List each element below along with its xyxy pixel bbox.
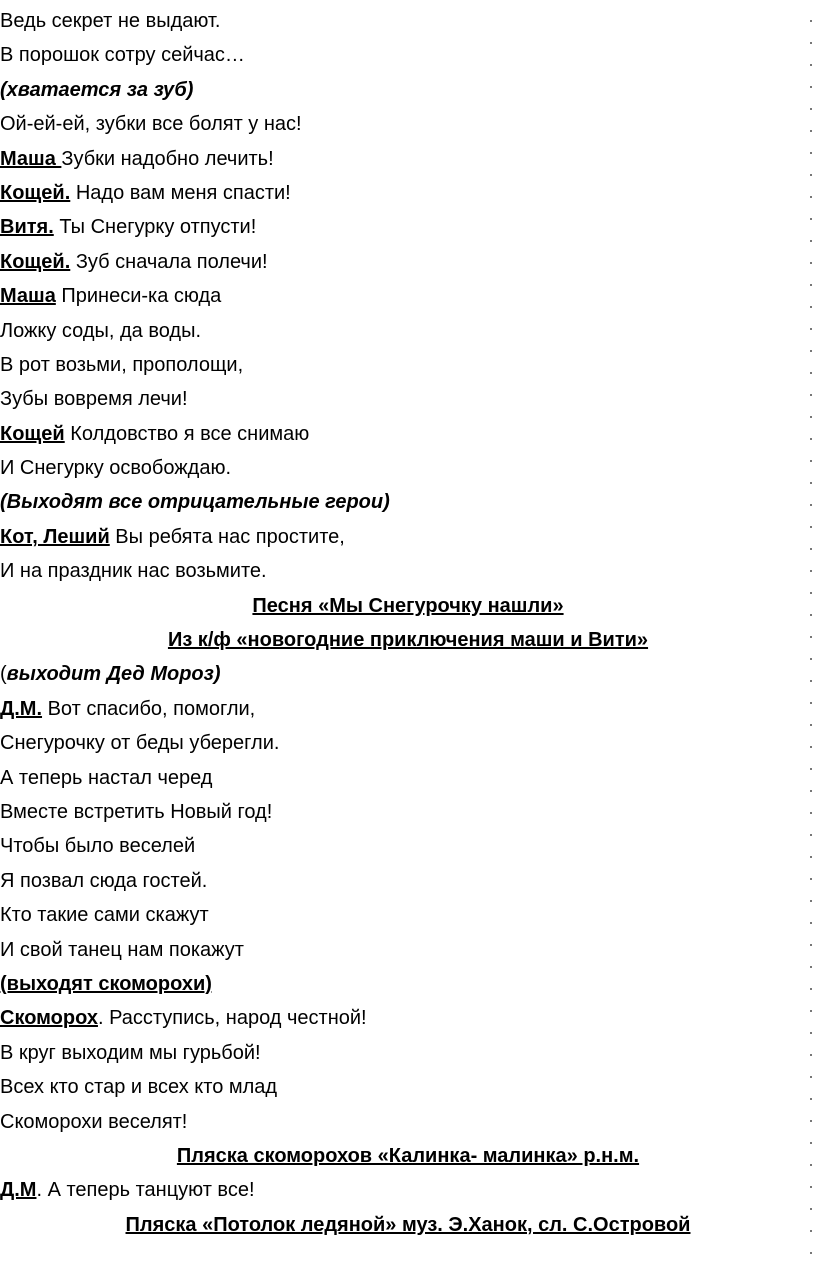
- dialogue-line: [0, 245, 800, 279]
- margin-dot: [810, 856, 812, 858]
- dialogue-line: [0, 692, 800, 726]
- dialogue-line: [0, 795, 800, 829]
- margin-dot: [810, 526, 812, 528]
- dialogue-line: [0, 1105, 800, 1139]
- margin-dot: [810, 746, 812, 748]
- stage-direction: [0, 967, 800, 1001]
- line-text: И на праздник нас возьмите.: [0, 560, 267, 583]
- line-text: Зубы вовремя лечи!: [0, 388, 188, 411]
- line-text: В порошок сотру сейчас…: [0, 44, 245, 67]
- dialogue-line: [0, 451, 800, 485]
- stage-direction-text: выходит Дед Мороз): [6, 663, 221, 686]
- line-text: А теперь настал черед: [0, 766, 213, 789]
- stage-direction-text: (хватается за зуб): [0, 78, 194, 101]
- dialogue-line: [0, 314, 800, 348]
- margin-dot: [810, 1186, 812, 1188]
- margin-dot: [810, 416, 812, 418]
- line-text: Зуб сначала полечи!: [70, 250, 268, 273]
- margin-dot: [810, 878, 812, 880]
- margin-dot: [810, 152, 812, 154]
- margin-dot: [810, 1010, 812, 1012]
- speaker-name: Кощей.: [0, 250, 71, 273]
- margin-dot: [810, 1120, 812, 1122]
- line-text: Вот спасибо, помогли,: [42, 697, 256, 720]
- margin-dot: [810, 944, 812, 946]
- margin-dot: [810, 262, 812, 264]
- line-text: Ой-ей-ей, зубки все болят у нас!: [0, 113, 302, 136]
- dialogue-line: [0, 554, 800, 588]
- margin-dot: [810, 1098, 812, 1100]
- section-heading: [0, 589, 816, 623]
- dialogue-line: [0, 142, 800, 176]
- line-text: Снегурочку от беды уберегли.: [0, 732, 280, 755]
- margin-dot: [810, 812, 812, 814]
- speaker-name: Кощей: [0, 422, 65, 445]
- heading-text: Из к/ф «новогодние приключения маши и Вити»: [167, 629, 649, 652]
- speaker-name: Скоморох: [0, 1007, 98, 1030]
- dialogue-line: [0, 1001, 800, 1035]
- line-text: Принеси-ка сюда: [55, 285, 222, 308]
- dialogue-line: [0, 382, 800, 416]
- dialogue-line: [0, 107, 800, 141]
- line-text: Кто такие сами скажут: [0, 904, 209, 927]
- line-text: Надо вам меня спасти!: [70, 181, 291, 204]
- speaker-name: Д.М.: [0, 697, 43, 720]
- line-text: Ведь секрет не выдают.: [0, 10, 221, 32]
- heading-text: Песня «Мы Снегурочку нашли»: [252, 594, 564, 617]
- margin-dot: [810, 306, 812, 308]
- line-text: И Снегурку освобождаю.: [0, 457, 231, 480]
- heading-text: Пляска «Потолок ледяной» муз. Э.Ханок, сл. С.Островой: [125, 1213, 691, 1236]
- dialogue-line: [0, 417, 800, 451]
- margin-dot: [810, 86, 812, 88]
- margin-dot: [810, 130, 812, 132]
- stage-direction-text: (Выходят все отрицательные герои): [0, 491, 390, 514]
- stage-direction-text: (выходят скоморохи): [0, 972, 212, 995]
- dialogue-line: [0, 279, 800, 313]
- dialogue-line: [0, 210, 800, 244]
- margin-dot: [810, 218, 812, 220]
- margin-dot: [810, 350, 812, 352]
- stage-direction-prefix: (: [0, 663, 7, 686]
- speaker-name: Витя.: [0, 216, 54, 239]
- dialogue-line: [0, 933, 800, 967]
- margin-dot: [810, 614, 812, 616]
- margin-dot: [810, 504, 812, 506]
- speaker-name: Маша: [0, 285, 56, 308]
- margin-dot: [810, 42, 812, 44]
- margin-dot: [810, 174, 812, 176]
- dialogue-line: [0, 864, 800, 898]
- line-text: Всех кто стар и всех кто млад: [0, 1076, 278, 1099]
- margin-dot: [810, 702, 812, 704]
- stage-direction: [0, 73, 800, 107]
- margin-dot: [810, 724, 812, 726]
- margin-dot: [810, 64, 812, 66]
- line-text: Колдовство я все снимаю: [64, 422, 310, 445]
- speaker-name: Д.М: [0, 1179, 37, 1202]
- dialogue-line: [0, 761, 800, 795]
- margin-dot: [810, 900, 812, 902]
- margin-dot: [810, 592, 812, 594]
- margin-dot: [810, 372, 812, 374]
- dialogue-line: [0, 829, 800, 863]
- margin-dot: [810, 108, 812, 110]
- margin-dot: [810, 1208, 812, 1210]
- dialogue-line: [0, 1070, 800, 1104]
- dialogue-line: [0, 898, 800, 932]
- margin-dot: [810, 20, 812, 22]
- margin-dot: [810, 1252, 812, 1254]
- dialogue-line: [0, 176, 800, 210]
- line-text: Я позвал сюда гостей.: [0, 869, 208, 892]
- margin-dot: [810, 1032, 812, 1034]
- margin-dot: [810, 966, 812, 968]
- margin-dot: [810, 284, 812, 286]
- margin-dot: [810, 658, 812, 660]
- line-text: . Расступись, народ честной!: [97, 1007, 367, 1030]
- heading-text: Пляска скоморохов «Калинка- малинка» р.н.м.: [176, 1144, 640, 1167]
- line-text: Ты Снегурку отпусти!: [53, 216, 257, 239]
- margin-dot: [810, 1142, 812, 1144]
- margin-dots: [804, 0, 814, 1271]
- line-text: В рот возьми, прополощи,: [0, 353, 244, 376]
- margin-dot: [810, 1230, 812, 1232]
- margin-dot: [810, 768, 812, 770]
- margin-dot: [810, 680, 812, 682]
- margin-dot: [810, 438, 812, 440]
- margin-dot: [810, 1076, 812, 1078]
- section-heading: [0, 623, 816, 657]
- margin-dot: [810, 1164, 812, 1166]
- margin-dot: [810, 548, 812, 550]
- line-text: . А теперь танцуют все!: [36, 1179, 255, 1202]
- margin-dot: [810, 196, 812, 198]
- margin-dot: [810, 240, 812, 242]
- dialogue-line: [0, 520, 800, 554]
- margin-dot: [810, 636, 812, 638]
- dialogue-line: [0, 726, 800, 760]
- margin-dot: [810, 482, 812, 484]
- speaker-name: Кощей.: [0, 181, 71, 204]
- margin-dot: [810, 790, 812, 792]
- margin-dot: [810, 922, 812, 924]
- margin-dot: [810, 988, 812, 990]
- speaker-name: Маша: [0, 147, 62, 170]
- section-heading: [0, 1139, 816, 1173]
- line-text: И свой танец нам покажут: [0, 938, 244, 961]
- line-text: Вместе встретить Новый год!: [0, 800, 273, 823]
- margin-dot: [810, 1054, 812, 1056]
- dialogue-line: [0, 1173, 800, 1207]
- speaker-name: Кот, Леший: [0, 525, 110, 548]
- line-text: Чтобы было веселей: [0, 835, 196, 858]
- line-text: Вы ребята нас простите,: [109, 525, 345, 548]
- line-text: В круг выходим мы гурьбой!: [0, 1041, 261, 1064]
- stage-direction: [0, 485, 800, 519]
- dialogue-line: [0, 348, 800, 382]
- line-text: Скоморохи веселят!: [0, 1110, 188, 1133]
- margin-dot: [810, 570, 812, 572]
- stage-direction: [0, 657, 800, 691]
- margin-dot: [810, 834, 812, 836]
- margin-dot: [810, 460, 812, 462]
- dialogue-line: [0, 38, 800, 72]
- line-text: Зубки надобно лечить!: [61, 147, 274, 170]
- section-heading: [0, 1208, 816, 1242]
- dialogue-line: [0, 1036, 800, 1070]
- margin-dot: [810, 394, 812, 396]
- line-text: Ложку соды, да воды.: [0, 319, 202, 342]
- dialogue-line: [0, 4, 800, 38]
- margin-dot: [810, 328, 812, 330]
